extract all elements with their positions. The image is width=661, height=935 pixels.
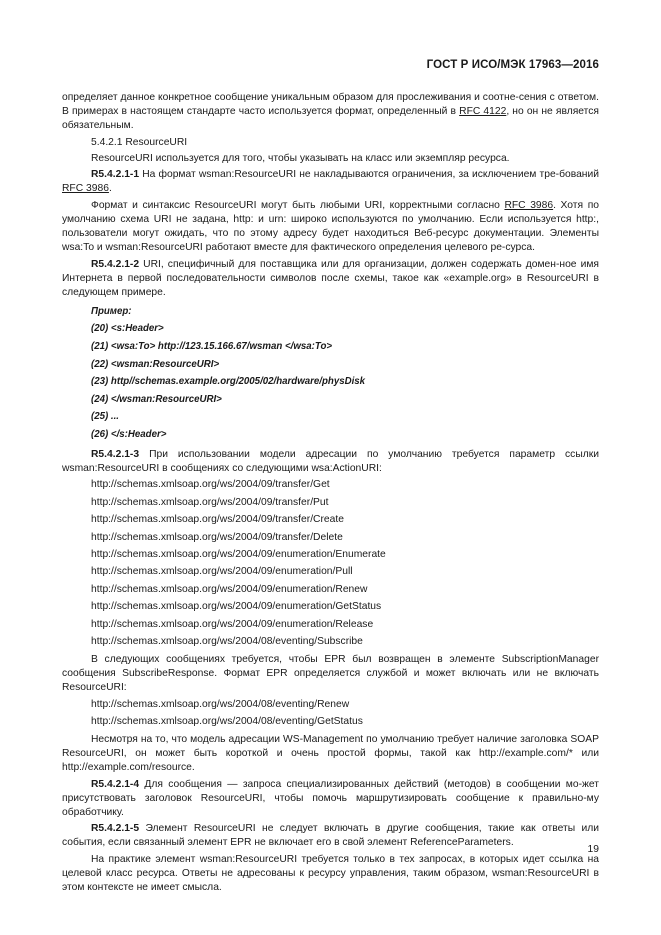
requirement-5 — [62, 822, 599, 850]
action-uri: http://schemas.xmlsoap.org/ws/2004/09/enumeration/Pull — [91, 566, 353, 578]
eventing-uri: http://schemas.xmlsoap.org/ws/2004/08/eventing/Renew — [91, 698, 350, 710]
example-line: (20) <s:Header> — [91, 323, 164, 335]
action-uri: http://schemas.xmlsoap.org/ws/2004/09/transfer/Get — [91, 479, 330, 491]
paragraph-practice: На практике элемент wsman:ResourceURI требуется только в тех запросах, в которых идет ссылка на целевой класс ресурса. Ответы не адресованы к ресурсу управления, таким образом, wsman:ResourceURI в этом контексте не имеет смысла. — [62, 853, 599, 893]
requirement-label: R5.4.2.1-5 — [91, 823, 140, 835]
page-number: 19 — [587, 844, 599, 855]
action-uri: http://schemas.xmlsoap.org/ws/2004/09/enumeration/Renew — [91, 583, 368, 595]
requirement-label: R5.4.2.1-4 — [91, 778, 140, 790]
requirement-label: R5.4.2.1-1 — [91, 169, 140, 181]
paragraph-format-syntax — [62, 199, 599, 255]
action-uri: http://schemas.xmlsoap.org/ws/2004/09/enumeration/Release — [91, 618, 374, 630]
text-span: , но он не является обязательным. — [62, 106, 599, 132]
eventing-uri: http://schemas.xmlsoap.org/ws/2004/08/eventing/GetStatus — [91, 715, 363, 727]
action-uri: http://schemas.xmlsoap.org/ws/2004/09/transfer/Put — [91, 496, 329, 508]
paragraph-uuid-format — [62, 91, 599, 133]
rfc-3986-link[interactable]: RFC 3986 — [62, 183, 109, 195]
action-uri: http://schemas.xmlsoap.org/ws/2004/09/enumeration/GetStatus — [91, 601, 382, 613]
rfc-4122-link[interactable]: RFC 4122 — [459, 106, 507, 118]
example-line: (25) ... — [91, 411, 119, 423]
example-line: (24) </wsman:ResourceURI> — [91, 393, 222, 405]
example-line: (22) <wsman:ResourceURI> — [91, 358, 220, 370]
action-uri: http://schemas.xmlsoap.org/ws/2004/08/eventing/Subscribe — [91, 635, 363, 647]
section-heading: 5.4.2.1 ResourceURI — [91, 136, 188, 148]
text-span: Элемент ResourceURI не следует включать в другие сообщения, такие как ответы или события, если связанный элемент EPR не включает его в свой элемент ReferenceParameters. — [62, 823, 599, 849]
text-span: На формат wsman:ResourceURI не накладываются ограничения, за исключением тре-бований — [139, 169, 599, 181]
paragraph-default-addressing: Несмотря на то, что модель адресации WS-Management по умолчанию требует наличие заголовка SOAP ResourceURI, он может быть короткой и очень простой формы, такой как http://example.com/* или http://example.com/resource. — [62, 733, 599, 774]
requirement-label: R5.4.2.1-3 — [91, 448, 140, 460]
action-uri: http://schemas.xmlsoap.org/ws/2004/09/enumeration/Enumerate — [91, 549, 386, 560]
action-uri: http://schemas.xmlsoap.org/ws/2004/09/transfer/Create — [91, 514, 344, 526]
text-span: Формат и синтаксис ResourceURI могут быть любыми URI, корректными согласно — [91, 199, 505, 211]
example-label: Пример: — [91, 305, 132, 317]
requirement-3 — [62, 448, 599, 476]
text-span: . Хотя по умолчанию схема URI не задана, http: и urn: широко используются по умолчанию. Если используется http:, пользователи могут ожидать, что по этому адресу будет находиться Веб-ресурс документации. Элементы wsa:To и wsman:ResourceURI работают вместе для фактического определения целевого ре-сурса. — [62, 199, 599, 254]
example-line: (26) </s:Header> — [91, 428, 167, 440]
text-span: Для сообщения — запроса специализированных действий (методов) в сообщении мо-жет присутствовать заголовок ResourceURI, чтобы помочь маршрутизировать сообщение к правильно-му обработчику. — [62, 778, 599, 818]
requirement-2 — [62, 258, 599, 300]
action-uri: http://schemas.xmlsoap.org/ws/2004/09/transfer/Delete — [91, 531, 343, 543]
text-span: . — [108, 183, 112, 195]
example-line: (21) <wsa:To> http://123.15.166.67/wsman </wsa:To> — [91, 340, 333, 352]
document-body — [62, 91, 599, 897]
example-line: (23) http//schemas.example.org/2005/02/hardware/physDisk — [91, 376, 366, 388]
text-span: При использовании модели адресации по умолчанию требуется параметр ссылки wsman:ResourceURI в сообщениях со следующими wsa:ActionURI: — [62, 448, 599, 475]
text-span: URI, специфичный для поставщика или для организации, должен содержать домен-ное имя Интернета в первой последовательности символов после схемы, такое как «example.org» в ResourceURI в следующем примере. — [62, 258, 599, 298]
requirement-4 — [62, 778, 599, 820]
rfc-3986-link[interactable]: RFC 3986 — [504, 199, 554, 211]
requirement-1 — [62, 168, 599, 196]
document-header: ГОСТ Р ИСО/МЭК 17963—2016 — [426, 59, 599, 71]
requirement-label: R5.4.2.1-2 — [91, 258, 140, 270]
paragraph-subscription-manager: В следующих сообщениях требуется, чтобы EPR был возвращен в элементе SubscriptionManager сообщения SubscribeResponse. Формат EPR определяется службой и может включать или не включать ResourceURI: — [62, 653, 599, 694]
paragraph-resourceuri-purpose: ResourceURI используется для того, чтобы указывать на класс или экземпляр ресурса. — [91, 152, 510, 164]
text-span: определяет данное конкретное сообщение уникальным образом для прослеживания и соотне-сения с ответом. В примерах в настоящем стандарте часто используется формат, определенный в — [62, 92, 599, 118]
